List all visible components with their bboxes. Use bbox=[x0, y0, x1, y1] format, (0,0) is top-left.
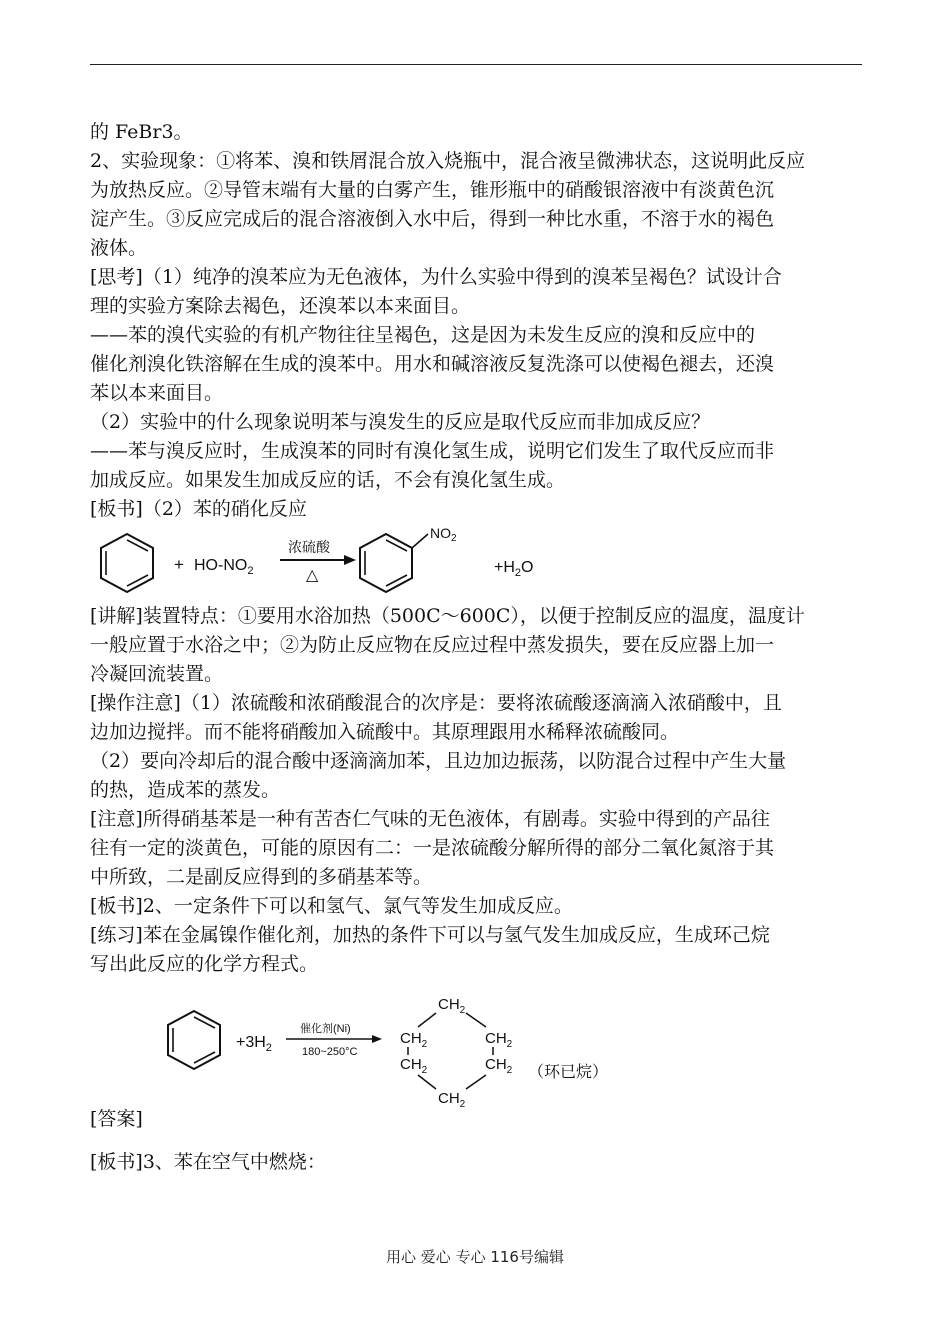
benzene-ring bbox=[168, 1011, 220, 1069]
text-line: 冷凝回流装置。 bbox=[90, 663, 224, 685]
text-line: 理的实验方案除去褐色，还溴苯以本来面目。 bbox=[90, 295, 471, 317]
svg-text:CH2: $CH_2$ bbox=[485, 1056, 513, 1076]
text-line: [操作注意]（1）浓硫酸和浓硝酸混合的次序是：要将浓硫酸逐滴滴入浓硝酸中，且 bbox=[90, 692, 782, 714]
svg-text:CH2: $CH_2$ bbox=[438, 1090, 466, 1110]
text-line: [答案] bbox=[90, 1108, 143, 1130]
product-name: （环已烷） bbox=[528, 1064, 609, 1081]
text-line: [板书]（2）苯的硝化反应 bbox=[90, 498, 307, 520]
text-line: ——苯与溴反应时，生成溴苯的同时有溴化氢生成，说明它们发生了取代反应而非 bbox=[90, 440, 775, 462]
svg-text:CH2: $CH_2$ bbox=[400, 1056, 428, 1076]
text-line: 2、实验现象：①将苯、溴和铁屑混合放入烧瓶中，混合液呈微沸状态，这说明此反应 bbox=[90, 150, 806, 172]
text-line: 写出此反应的化学方程式。 bbox=[90, 953, 319, 975]
hydrogen-reagent: $+3H_2$ bbox=[236, 1034, 272, 1054]
text-block-a bbox=[90, 118, 865, 524]
text-line: [练习]苯在金属镍作催化剂，加热的条件下可以与氢气发生加成反应，生成环己烷 bbox=[90, 924, 770, 946]
text-line: [思考]（1）纯净的溴苯应为无色液体，为什么实验中得到的溴苯呈褐色？试设计合 bbox=[90, 266, 782, 288]
text-line: （2）要向冷却后的混合酸中逐滴滴加苯，且边加边振荡，以防混合过程中产生大量 bbox=[90, 750, 787, 772]
condition-sulfuric-acid: 浓硫酸 bbox=[288, 539, 330, 555]
text-block-c bbox=[90, 1105, 865, 1177]
text-block-b bbox=[90, 602, 865, 979]
text-line: [板书]3、苯在空气中燃烧： bbox=[90, 1151, 326, 1173]
svg-text:CH2: $CH_2$ bbox=[400, 1030, 428, 1050]
svg-text:CH2: $CH_2$ bbox=[438, 996, 466, 1016]
text-line: ——苯的溴代实验的有机产物往往呈褐色，这是因为未发生反应的溴和反应中的 bbox=[90, 324, 756, 346]
svg-text:CH2: $CH_2$ bbox=[485, 1030, 513, 1050]
text-line: 一般应置于水浴之中；②为防止反应物在反应过程中蒸发损失，要在反应器上加一 bbox=[90, 634, 775, 656]
text-line: 苯以本来面目。 bbox=[90, 382, 224, 404]
text-line: 为放热反应。②导管末端有大量的白雾产生，锥形瓶中的硝酸银溶液中有淡黄色沉 bbox=[90, 179, 775, 201]
plus-sign: + bbox=[174, 555, 184, 574]
text-line: 加成反应。如果发生加成反应的话，不会有溴化氢生成。 bbox=[90, 469, 566, 491]
line-spacer bbox=[90, 1134, 865, 1148]
reaction-arrow-2 bbox=[286, 1035, 382, 1043]
text-line: （2）实验中的什么现象说明苯与溴发生的反应是取代反应而非加成反应？ bbox=[90, 411, 711, 433]
benzene-ring-reactant bbox=[101, 534, 153, 592]
condition-catalyst: 催化剂(Ni) bbox=[300, 1023, 351, 1035]
text-line: [板书]2、一定条件下可以和氢气、氯气等发生加成反应。 bbox=[90, 895, 573, 917]
text-line: 的热，造成苯的蒸发。 bbox=[90, 779, 281, 801]
nitric-acid-formula: $HO-NO_2$ bbox=[194, 557, 254, 577]
text-line: 的 FeBr3。 bbox=[90, 121, 193, 143]
benzene-ring-product bbox=[360, 534, 428, 592]
header-rule bbox=[90, 64, 862, 65]
water-byproduct: $+H_2O$ bbox=[494, 559, 534, 579]
page-footer: 用心 爱心 专心 116号编辑 bbox=[386, 1248, 564, 1266]
nitro-group: $NO_2$ bbox=[430, 525, 457, 544]
document-body bbox=[90, 118, 865, 1177]
condition-heat: △ bbox=[306, 567, 319, 584]
text-line: 往有一定的淡黄色，可能的原因有二：一是浓硫酸分解所得的部分二氧化氮溶于其 bbox=[90, 837, 775, 859]
text-line: [注意]所得硝基苯是一种有苦杏仁气味的无色液体，有剧毒。实验中得到的产品往 bbox=[90, 808, 770, 830]
cyclohexane-ring bbox=[400, 996, 513, 1110]
text-line: 中所致，二是副反应得到的多硝基苯等。 bbox=[90, 866, 433, 888]
text-line: [讲解]装置特点：①要用水浴加热（500C～600C），以便于控制反应的温度，温度计 bbox=[90, 605, 805, 627]
reaction-arrow bbox=[280, 555, 356, 565]
text-line: 液体。 bbox=[90, 237, 148, 259]
text-line: 淀产生。③反应完成后的混合溶液倒入水中后，得到一种比水重，不溶于水的褐色 bbox=[90, 208, 775, 230]
condition-temperature: 180~250°C bbox=[302, 1046, 358, 1058]
text-line: 催化剂溴化铁溶解在生成的溴苯中。用水和碱溶液反复洗涤可以使褐色褪去，还溴 bbox=[90, 353, 775, 375]
nitration-equation-svg bbox=[90, 526, 570, 598]
hydrogenation-equation-svg bbox=[90, 985, 650, 1110]
hydrogenation-equation bbox=[90, 985, 865, 1110]
text-line: 边加边搅拌。而不能将硝酸加入硫酸中。其原理跟用水稀释浓硫酸同。 bbox=[90, 721, 680, 743]
nitration-equation bbox=[90, 526, 865, 598]
